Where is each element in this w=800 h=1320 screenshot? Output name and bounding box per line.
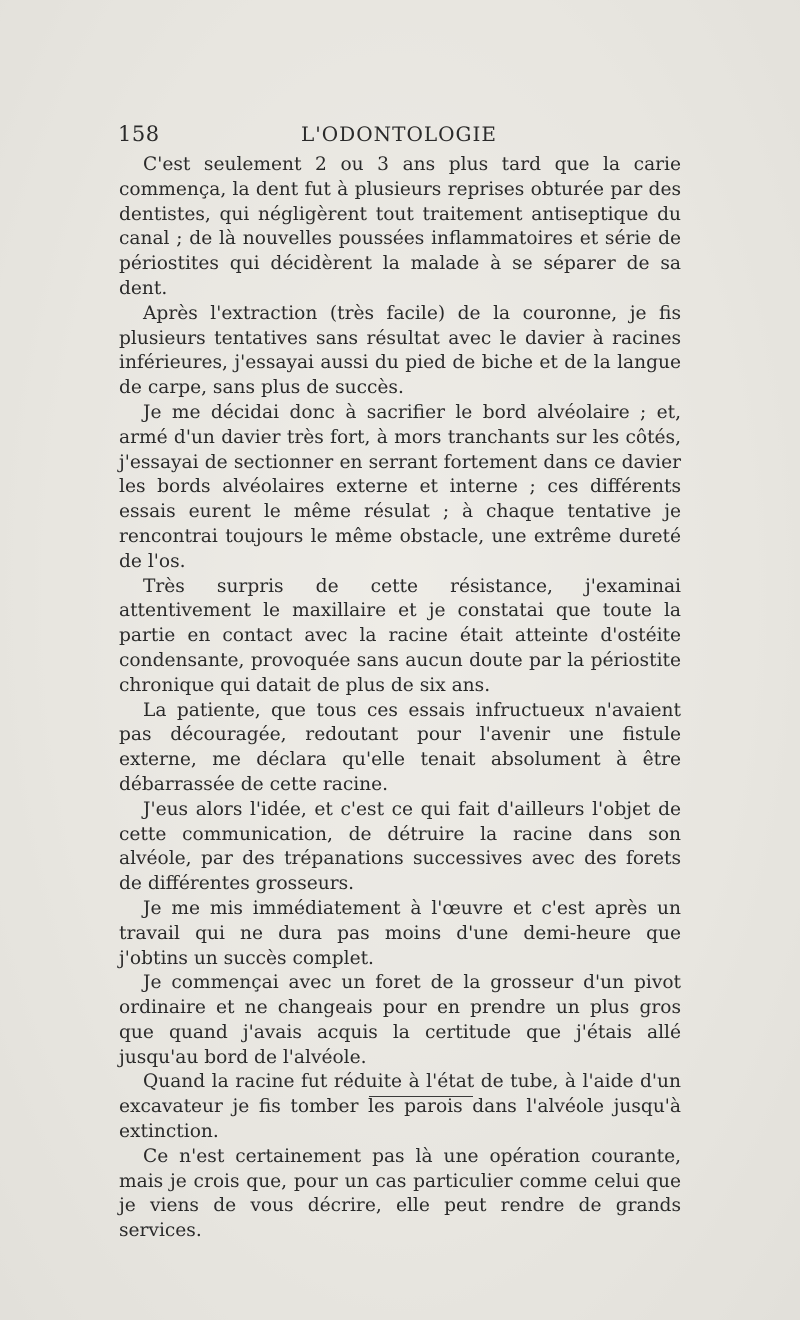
paragraph: Je commençai avec un foret de la grosseur d'un pivot ordinaire et ne changeais pour en prendre un plus gros que quand j'avais acquis la certitude que j'étais allé jusqu'au bord de l'alvéole. bbox=[119, 972, 681, 1068]
page-number: 158 bbox=[118, 122, 160, 146]
paragraph: C'est seulement 2 ou 3 ans plus tard que la carie commença, la dent fut à plusieurs reprises obturée par des dentistes, qui négligèrent tout traitement antiseptique du canal ; de là nouvelles poussées inflammatoires et série de périostites qui décidèrent la malade à se séparer de sa dent. bbox=[119, 154, 681, 299]
page-header bbox=[118, 122, 680, 152]
running-head: L'ODONTOLOGIE bbox=[301, 122, 497, 146]
paragraph: J'eus alors l'idée, et c'est ce qui fait d'ailleurs l'objet de cette communication, de détruire la racine dans son alvéole, par des trépanations successives avec des forets de différentes grosseurs. bbox=[119, 798, 681, 895]
paragraph: Quand la racine fut réduite à l'état de tube, à l'aide d'un excavateur je fis tomber les parois dans l'alvéole jusqu'à extinction. bbox=[119, 1071, 681, 1143]
body-text bbox=[119, 153, 681, 1244]
paragraph: Je me mis immédiatement à l'œuvre et c'est après un travail qui ne dura pas moins d'une demi-heure que j'obtins un succès complet. bbox=[119, 897, 681, 969]
section-end-rule bbox=[369, 1096, 473, 1097]
paragraph: Je me décidai donc à sacrifier le bord alvéolaire ; et, armé d'un davier très fort, à mors tranchants sur les côtés, j'essayai de sectionner en serrant fortement dans ce davier les bords alvéolaires externe et interne ; ces différents essais eurent le même résulat ; à chaque tentative je rencontrai toujours le même obstacle, une extrême dureté de l'os. bbox=[119, 401, 681, 572]
paragraph: Très surpris de cette résistance, j'examinai attentivement le maxillaire et je constatai que toute la partie en contact avec la racine était atteinte d'ostéite condensante, provoquée sans aucun doute par la périostite chronique qui datait de plus de six ans. bbox=[119, 575, 681, 696]
paragraph: La patiente, que tous ces essais infructueux n'avaient pas découragée, redoutant pour l'avenir une fistule externe, me déclara qu'elle tenait absolument à être débarrassée de cette racine. bbox=[119, 699, 681, 795]
paragraph: Ce n'est certainement pas là une opération courante, mais je crois que, pour un cas particulier comme celui que je viens de vous décrire, elle peut rendre de grands services. bbox=[119, 1145, 681, 1242]
paragraph: Après l'extraction (très facile) de la couronne, je fis plusieurs tentatives sans résultat avec le davier à racines inférieures, j'essayai aussi du pied de biche et de la langue de carpe, sans plus de succès. bbox=[119, 302, 681, 399]
